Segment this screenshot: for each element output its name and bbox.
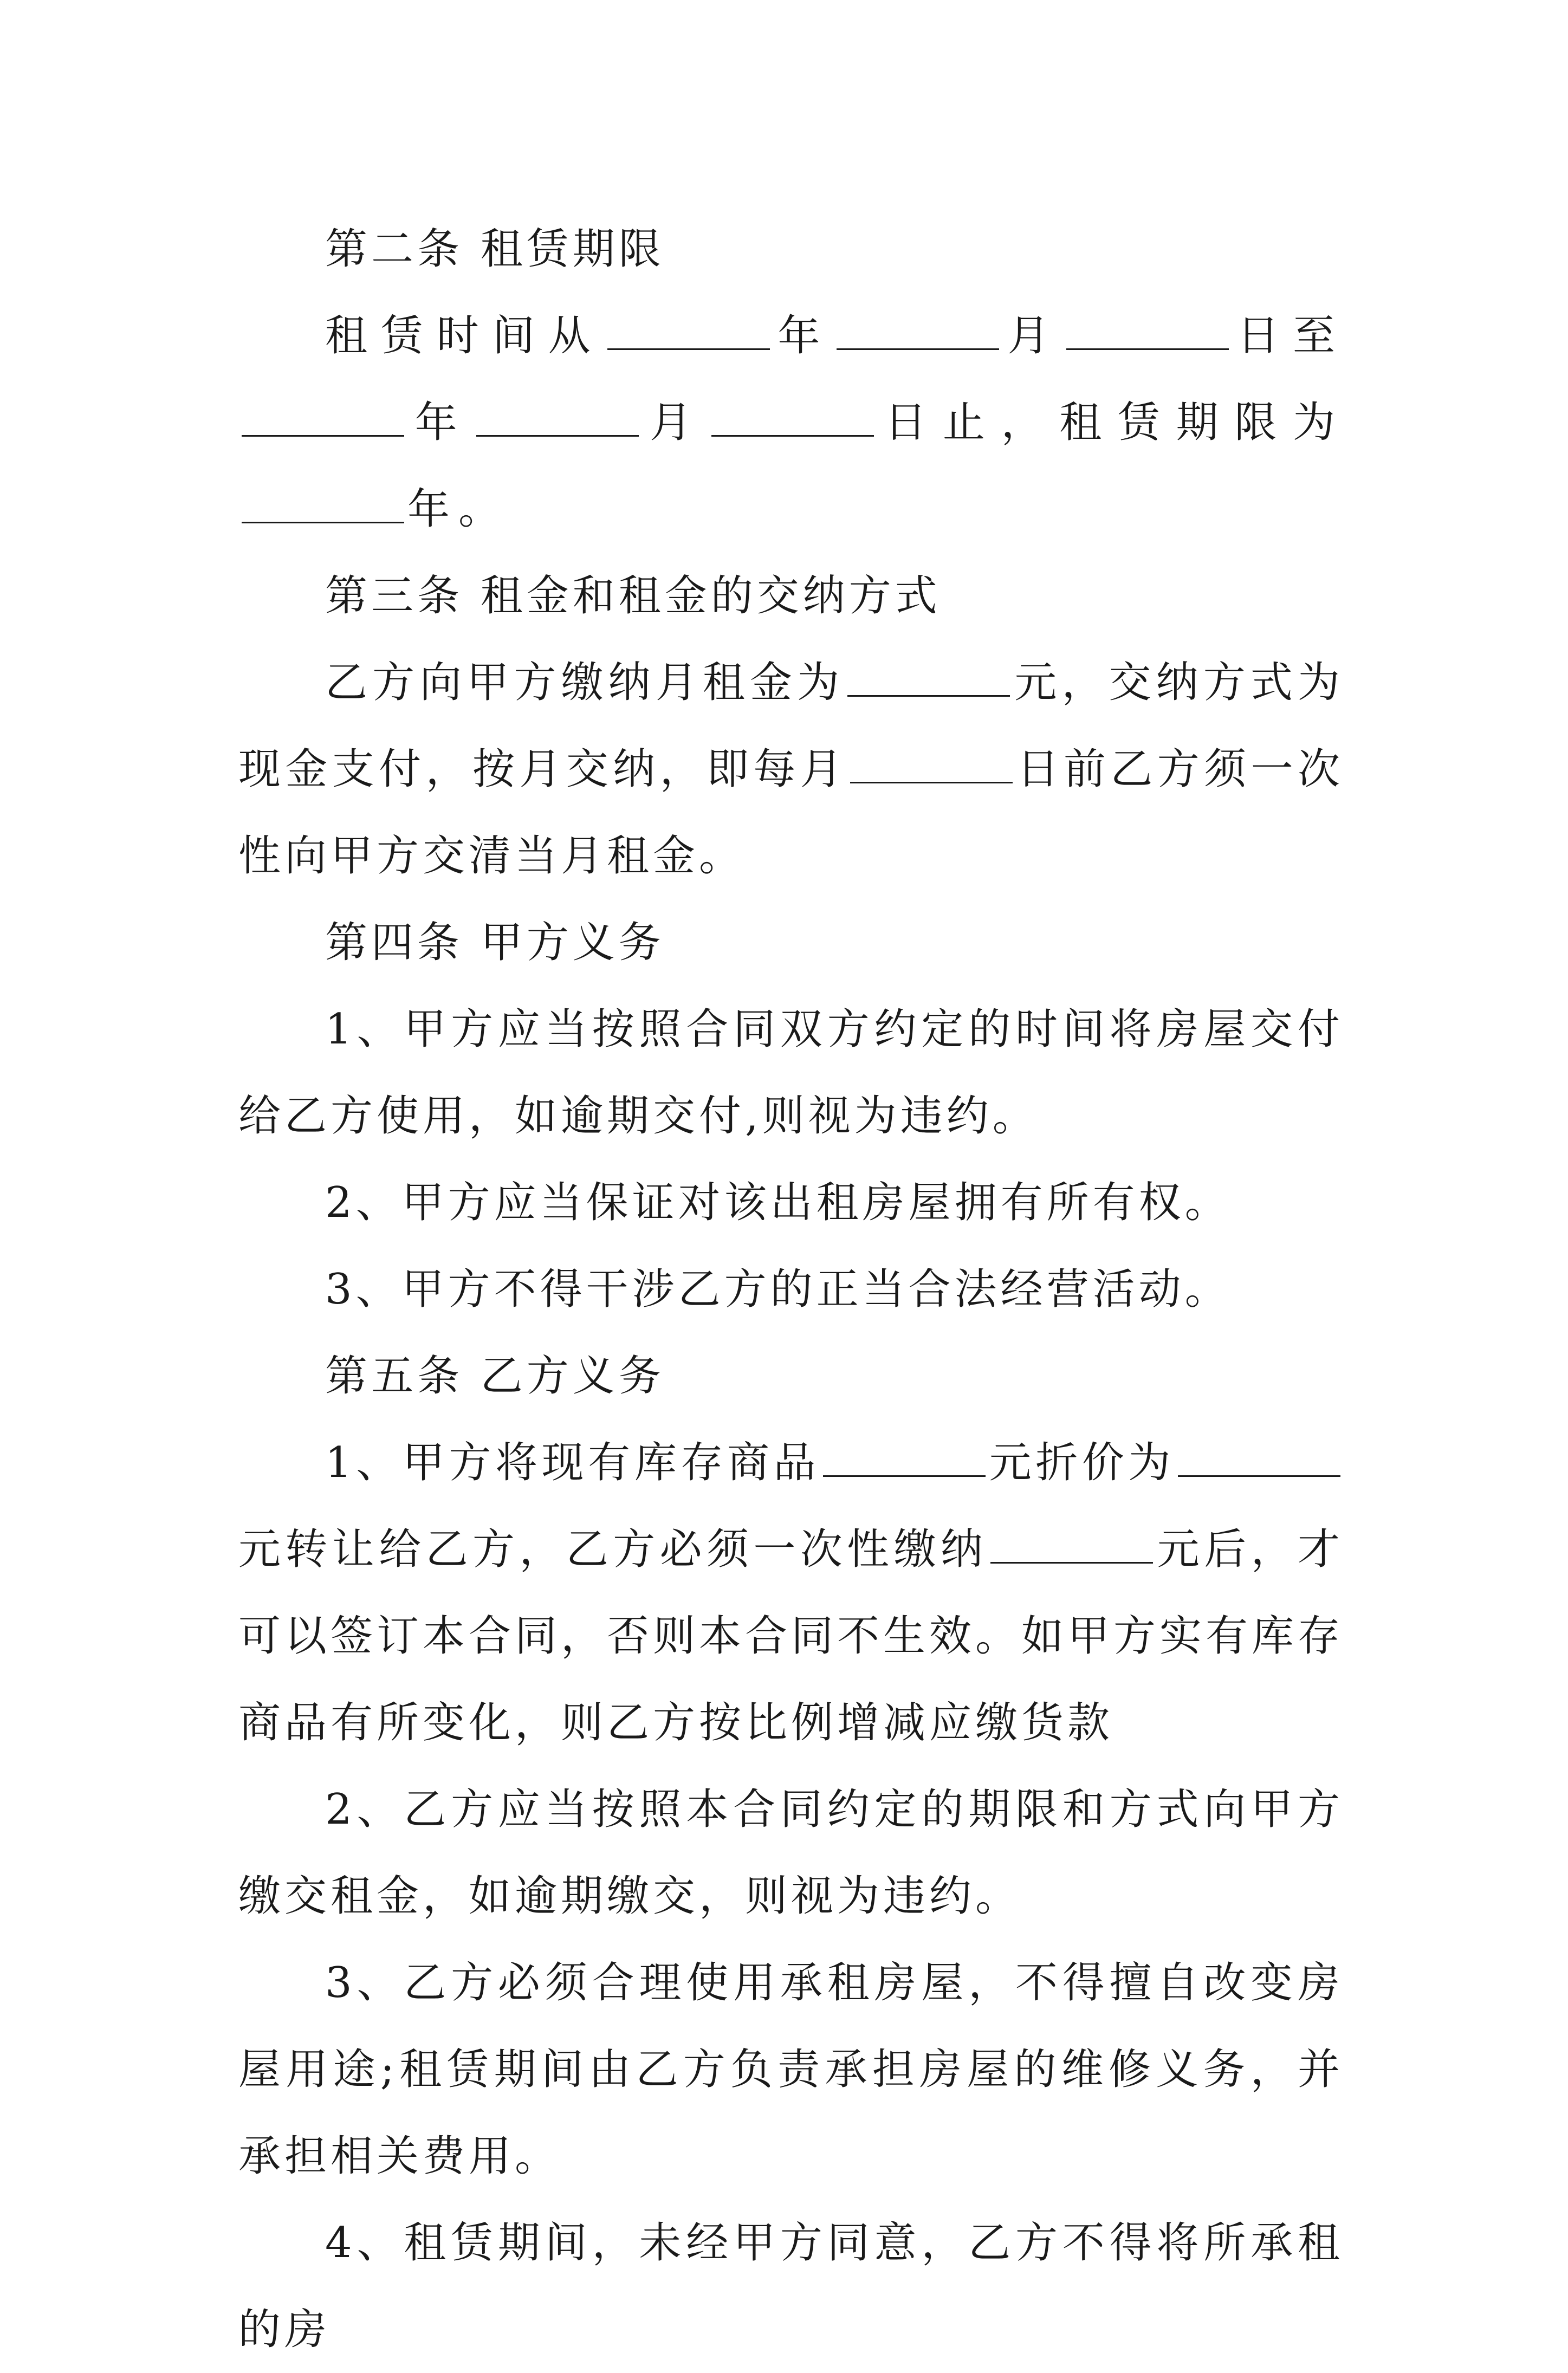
contract-document [238,206,1344,2373]
inventory-text-4: 元后，才可以签订本合同，否则本合同不生效。如甲方实有库存商品有所变化，则乙方按比例增减应缴货款 [238,1525,1344,1747]
lease-term-paragraph [238,293,1344,553]
party-b-duty-2: 2、乙方应当按照本合同约定的期限和方式向甲方缴交租金，如逾期缴交，则视为违约。 [238,1785,1344,1921]
party-b-duty-4: 4、租赁期间，未经甲方同意，乙方不得将所承租的房 [238,2219,1344,2354]
start-year-blank[interactable] [607,310,770,350]
payment-amount-blank[interactable] [990,1524,1153,1564]
rent-payment-paragraph [238,639,1344,899]
lease-years-blank[interactable] [242,484,404,523]
inventory-text-2: 元折价为 [989,1438,1175,1487]
article-3-heading: 第三条 租金和租金的交纳方式 [325,572,941,620]
inventory-text-3: 元转让给乙方，乙方必须一次性缴纳 [238,1525,988,1574]
inventory-value-blank[interactable] [823,1437,986,1477]
discount-value-blank[interactable] [1178,1437,1340,1477]
lease-term-text-3: 月 [1002,312,1064,360]
article-4-heading: 第四条 甲方义务 [325,918,665,967]
lease-term-text-6: 月 [642,398,708,447]
start-day-blank[interactable] [1066,310,1229,350]
lease-term-text-1: 租赁时间从 [325,312,604,360]
end-year-blank[interactable] [242,397,404,437]
rent-text-2: 元，交纳方式为现金支付，按月交纳，即每月 [238,658,1344,794]
inventory-text-1: 1、甲方将现有库存商品 [325,1438,820,1487]
party-b-duty-1 [238,1419,1344,1766]
party-b-duty-3: 3、乙方必须合理使用承租房屋，不得擅自改变房屋用途;租赁期间由乙方负责承担房屋的维修义务，并承担相关费用。 [238,1959,1344,2181]
end-month-blank[interactable] [476,397,639,437]
party-a-duty-1: 1、甲方应当按照合同双方约定的时间将房屋交付给乙方使用，如逾期交付,则视为违约。 [238,1005,1344,1140]
party-a-duty-3: 3、甲方不得干涉乙方的正当合法经营活动。 [325,1265,1231,1314]
lease-term-text-2: 年 [773,312,834,360]
party-a-duty-2: 2、甲方应当保证对该出租房屋拥有所有权。 [325,1178,1231,1227]
lease-term-text-4: 日至 [1232,312,1344,360]
lease-term-text-5: 年 [407,398,474,447]
lease-term-text-8: 年。 [407,485,510,534]
end-day-blank[interactable] [711,397,874,437]
payment-day-blank[interactable] [850,744,1013,783]
lease-term-text-7: 日止，租赁期限为 [877,398,1344,447]
article-5-heading: 第五条 乙方义务 [325,1352,665,1401]
rent-text-1: 乙方向甲方缴纳月租金为 [325,658,845,707]
rent-text-3: 日前乙方须一次性向甲方交清当月租金。 [238,745,1344,880]
start-month-blank[interactable] [837,310,999,350]
article-2-heading: 第二条 租赁期限 [325,225,665,274]
monthly-rent-blank[interactable] [847,657,1010,697]
